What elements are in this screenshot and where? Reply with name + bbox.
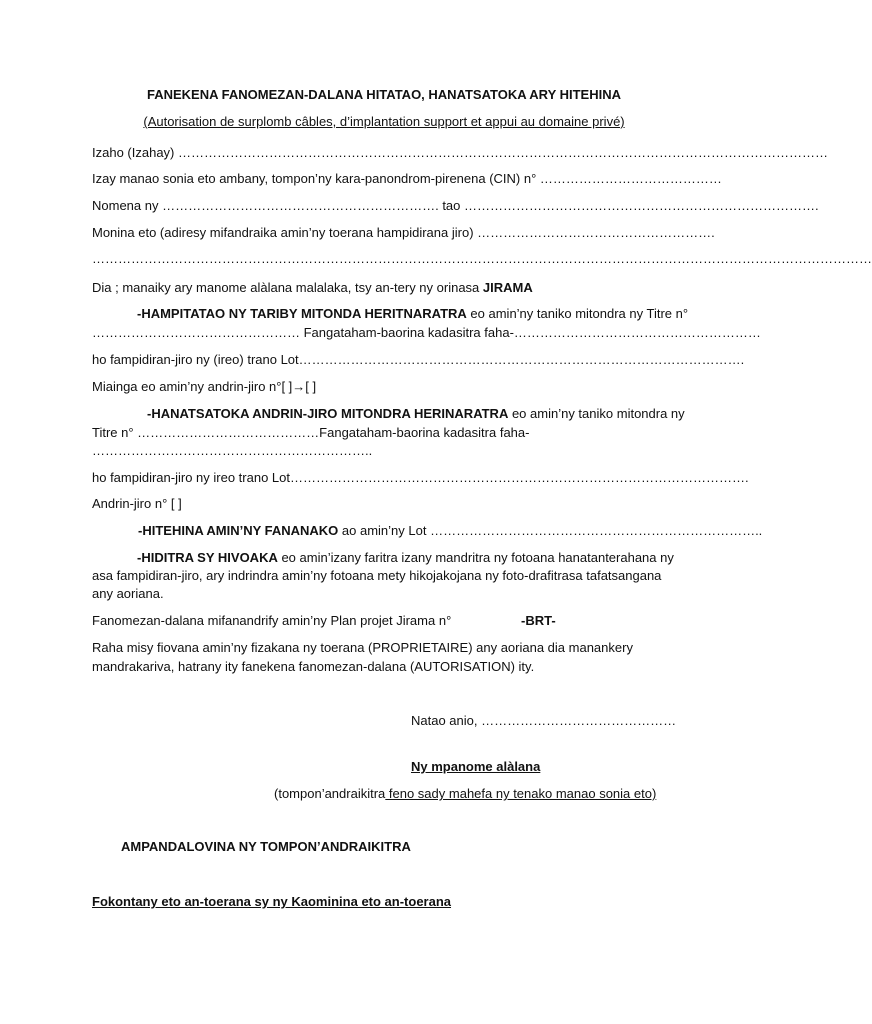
field-izaho: Izaho (Izahay) …………………………………………………………………………………………………………………………………… (92, 145, 828, 160)
ho-fampidiran-1: ho fampidiran-jiro ny (ireo) trano Lot…………………………………………………………………………………………. (92, 352, 745, 367)
field-monina: Monina eto (adiresy mifandraika amin’ny toerana hampidirana jiro) ………………………………………………. (92, 225, 715, 240)
field-nomena: Nomena ny ………………………………………………………. tao ………………………………………………………………………. (92, 198, 819, 213)
fokontany-text: Fokontany eto an-toerana sy ny Kaominina eto an-toerana (92, 894, 452, 909)
ampandalovina-text: AMPANDALOVINA NY TOMPON’ANDRAIKITRA (121, 839, 411, 854)
field-monina-continued: ……………………………………………………………………………………………………………………………………………………………… (92, 251, 872, 266)
tompon-underlined: feno sady mahefa ny tenako manao sonia eto) (385, 786, 657, 801)
hitehina-text: ao amin’ny Lot ………………………………………………………………….. (338, 523, 763, 538)
mpanome-alalana: Ny mpanome alàlana (411, 759, 541, 774)
ho-fampidiran-2: ho fampidiran-jiro ny ireo trano Lot……………………………………………………………………………………………. (92, 470, 749, 485)
dia-text: Dia ; manaiky ary manome alàlana malalaka, tsy an-tery ny orinasa (92, 280, 483, 295)
brt-code: -BRT- (521, 613, 556, 628)
andrin-jiro-line: Andrin-jiro n° [ ] (92, 496, 182, 511)
hiditra-text: eo amin’izany faritra izany mandritra ny fotoana hanatanterahana ny (277, 550, 674, 565)
hiditra-heading: -HIDITRA SY HIVOAKA (137, 550, 278, 565)
jirama-name: JIRAMA (482, 280, 533, 295)
document-title: FANEKENA FANOMEZAN-DALANA HITATAO, HANATSATOKA ARY HITEHINA (147, 87, 621, 102)
hiditra-line3: any aoriana. (92, 586, 164, 601)
hiditra-paragraph (137, 549, 674, 567)
hampitatao-text: eo amin’ny taniko mitondra ny Titre n° (466, 306, 689, 321)
hitehina-heading: -HITEHINA AMIN’NY FANANAKO (138, 523, 339, 538)
plan-projet-code (521, 612, 556, 630)
hanatsatoka-line2: Titre n° ……………………………………Fangataham-baorina kadasitra faha- (92, 425, 530, 440)
hampitatao-line2: ………………………………………… Fangataham-baorina kadasitra faha-………………………………………………… (92, 325, 761, 340)
miainga-line: Miainga eo amin’ny andrin-jiro n°[ ]→[ ] (92, 379, 317, 394)
ampandalovina-heading (121, 838, 411, 856)
tompon-prefix: (tompon’andraikitra (274, 786, 386, 801)
hanatsatoka-text: eo amin’ny taniko mitondra ny (508, 406, 685, 421)
hitehina-paragraph (138, 522, 762, 540)
raha-line1: Raha misy fiovana amin’ny fizakana ny toerana (PROPRIETAIRE) any aoriana dia manankery (92, 640, 633, 655)
plan-projet-line: Fanomezan-dalana mifanandrify amin’ny Plan projet Jirama n° (92, 613, 452, 628)
signature-heading (411, 758, 540, 776)
hanatsatoka-line3: ……………………………………………………….. (92, 443, 373, 458)
fokontany-heading (92, 893, 451, 911)
hiditra-line2: asa fampidiran-jiro, ary indrindra amin’ny fotoana mety hikojakojana ny foto-drafitrasa tafatsangana (92, 568, 662, 583)
hanatsatoka-paragraph (147, 405, 685, 423)
hampitatao-heading: -HAMPITATAO NY TARIBY MITONDA HERITNARATRA (137, 306, 467, 321)
field-cin: Izay manao sonia eto ambany, tompon’ny kara-panondrom-pirenena (CIN) n° …………………………………… (92, 171, 722, 186)
document-subtitle: (Autorisation de surplomb câbles, d’implantation support et appui au domaine privé) (143, 114, 625, 129)
tompon-andraikitra-note (274, 785, 656, 803)
hampitatao-paragraph (137, 305, 688, 323)
natao-anio: Natao anio, ……………………………………… (411, 713, 677, 728)
hanatsatoka-heading: -HANATSATOKA ANDRIN-JIRO MITONDRA HERINARATRA (147, 406, 509, 421)
dia-paragraph (92, 279, 533, 297)
raha-line2: mandrakariva, hatrany ity fanekena fanomezan-dalana (AUTORISATION) ity. (92, 659, 535, 674)
